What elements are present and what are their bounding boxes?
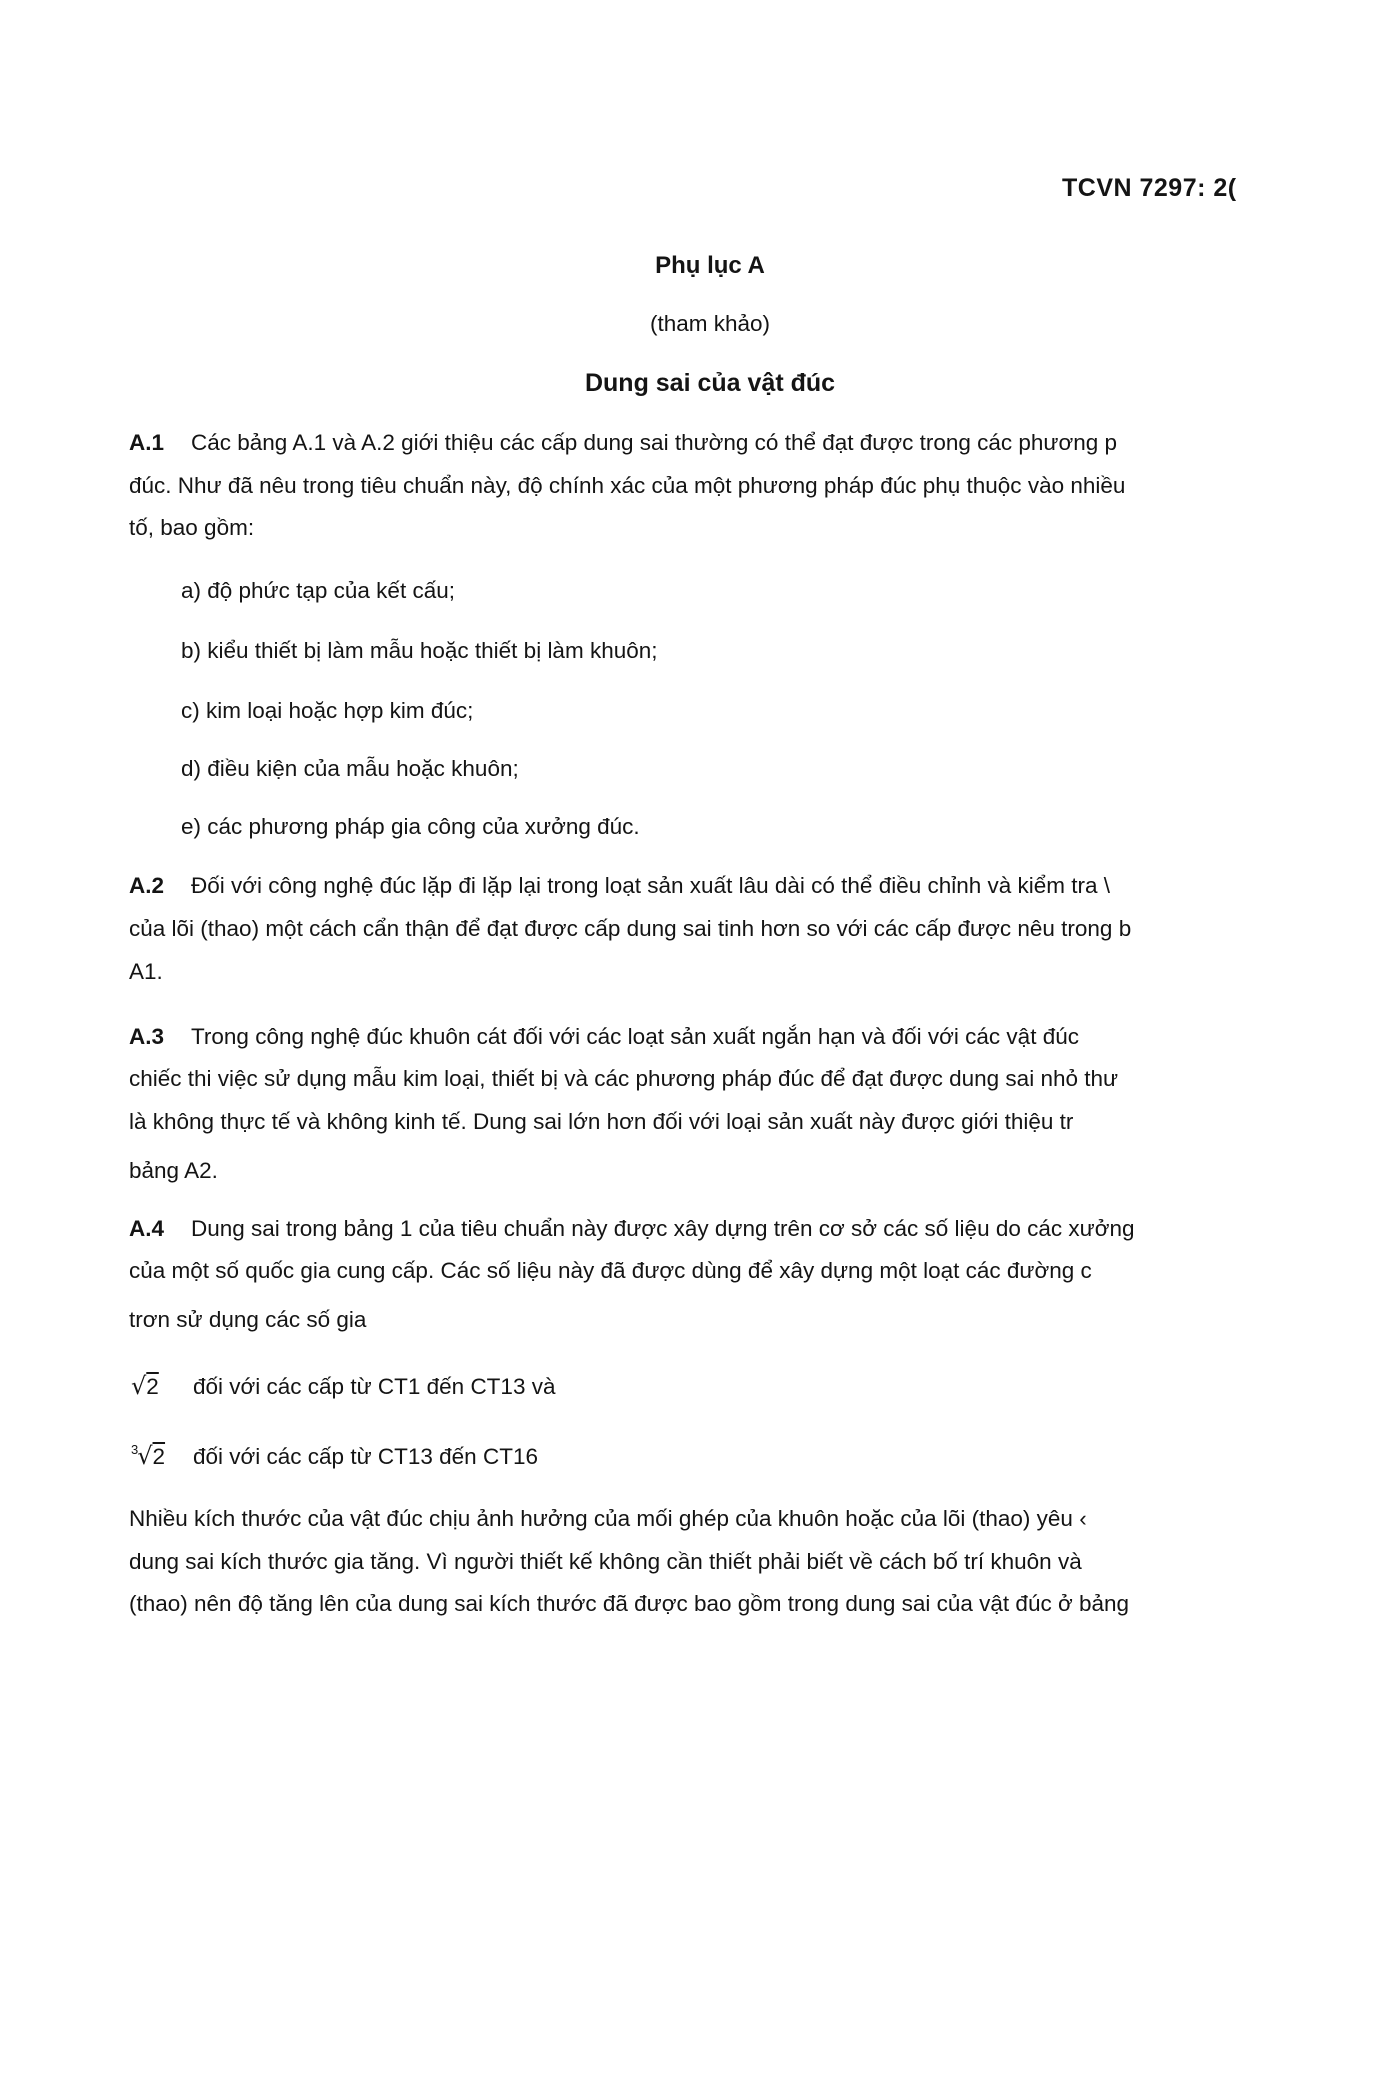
clause-number: A.1 [129,430,165,455]
clause-a2-line-1 [129,873,1110,899]
formula-text: đối với các cấp từ CT1 đến CT13 và [193,1374,556,1399]
list-item-b: b) kiểu thiết bị làm mẫu hoặc thiết bị làm khuôn; [181,638,658,663]
clause-a1-line-2: đúc. Như đã nêu trong tiêu chuẩn này, độ chính xác của một phương pháp đúc phụ thuộc vào nhiều [129,473,1126,498]
formula-sqrt2 [131,1373,555,1400]
clause-a1-line-3: tố, bao gồm: [129,515,255,540]
clause-a4-line-2: của một số quốc gia cung cấp. Các số liệu này đã được dùng để xây dựng một loạt các đường c [129,1258,1092,1283]
clause-text: Dung sai trong bảng 1 của tiêu chuẩn này được xây dựng trên cơ sở các số liệu do các xưởng [191,1216,1135,1241]
radicand: 2 [146,1374,159,1399]
clause-a3-line-2: chiếc thi việc sử dụng mẫu kim loại, thiết bị và các phương pháp đúc để đạt được dung sai nhỏ thư [129,1066,1119,1091]
final-paragraph-line-3: (thao) nên độ tăng lên của dung sai kích thước đã được bao gồm trong dung sai của vật đúc ở bảng [129,1591,1130,1616]
annex-heading: Dung sai của vật đúc [584,369,836,397]
final-paragraph-line-2: dung sai kích thước gia tăng. Vì người thiết kế không cần thiết phải biết về cách bố trí khuôn và [129,1549,1082,1574]
clause-a4-line-3: trơn sử dụng các số gia [129,1307,367,1332]
radical-sign-icon: √ [131,1372,147,1400]
annex-title: Phụ lục A [655,252,765,279]
radicand: 2 [152,1444,166,1469]
cube-root-2-symbol [131,1443,193,1470]
clause-a4-line-1 [129,1216,1134,1242]
square-root-2-symbol [131,1373,193,1400]
clause-number: A.4 [129,1216,165,1241]
clause-number: A.3 [129,1024,165,1049]
clause-a3-line-1 [129,1024,1079,1050]
document-code-header: TCVN 7297: 2( [1062,174,1237,202]
clause-a2-line-3: A1. [129,959,163,984]
clause-text: Các bảng A.1 và A.2 giới thiệu các cấp dung sai thường có thể đạt được trong các phương p [191,430,1118,455]
list-item-d: d) điều kiện của mẫu hoặc khuôn; [181,756,519,781]
clause-number: A.2 [129,873,165,898]
radical-index: 3 [131,1442,139,1457]
clause-text: Trong công nghệ đúc khuôn cát đối với các loạt sản xuất ngắn hạn và đối với các vật đúc [191,1024,1079,1049]
list-item-e: e) các phương pháp gia công của xưởng đúc. [181,814,640,839]
final-paragraph-line-1: Nhiều kích thước của vật đúc chịu ảnh hưởng của mối ghép của khuôn hoặc của lõi (thao) yêu ‹ [129,1506,1087,1531]
clause-a1-line-1 [129,430,1117,456]
annex-nature: (tham khảo) [649,311,771,336]
clause-text: Đối với công nghệ đúc lặp đi lặp lại trong loạt sản xuất lâu dài có thể điều chỉnh và kiểm tra \ [191,873,1111,898]
formula-text: đối với các cấp từ CT13 đến CT16 [193,1444,538,1469]
list-item-c: c) kim loại hoặc hợp kim đúc; [181,698,474,723]
radical-sign-icon: √ [137,1442,153,1470]
list-item-a: a) độ phức tạp của kết cấu; [181,578,455,603]
clause-a2-line-2: của lõi (thao) một cách cẩn thận để đạt được cấp dung sai tinh hơn so với các cấp được nêu trong b [129,916,1132,941]
clause-a3-line-3: là không thực tế và không kinh tế. Dung sai lớn hơn đối với loại sản xuất này được giới thiệu tr [129,1109,1074,1134]
formula-cbrt2 [131,1443,538,1470]
clause-a3-line-4: bảng A2. [129,1158,218,1183]
